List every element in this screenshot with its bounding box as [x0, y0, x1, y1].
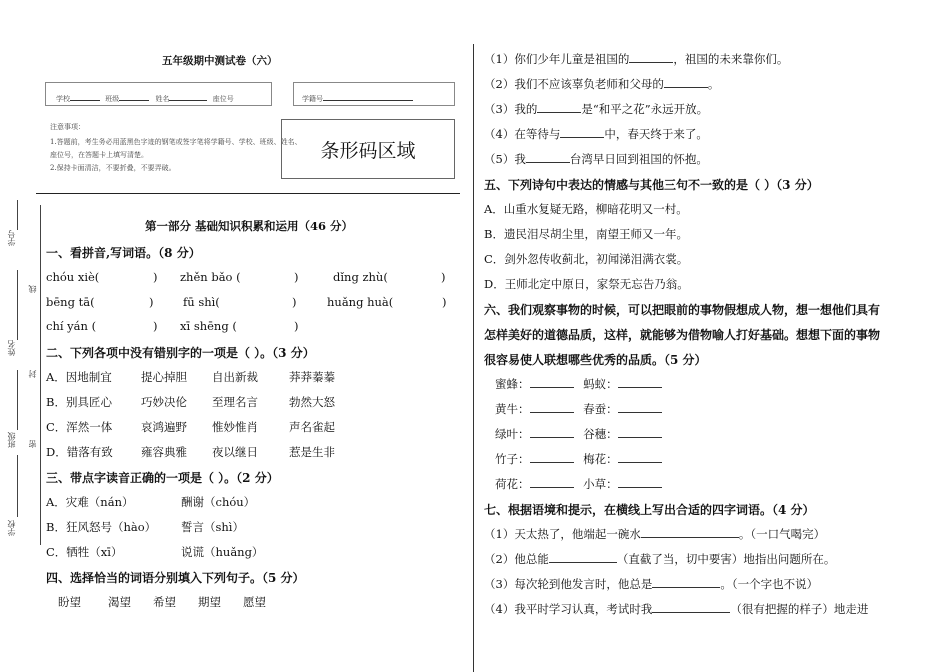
- q2-option-a-1: A．因地制宜: [46, 370, 112, 384]
- q7-blank-2[interactable]: [549, 552, 617, 563]
- q6-blank-bee[interactable]: [530, 377, 574, 388]
- q6-blank-lotus[interactable]: [530, 477, 574, 488]
- q2-option-d-4: 惹是生非: [289, 445, 335, 459]
- q1-r1-close1: ): [153, 270, 158, 284]
- q7-item-3-text: （3）每次轮到他发言时，他总是: [484, 577, 653, 591]
- q6-blank-grass[interactable]: [618, 477, 662, 488]
- q6-blank-ox[interactable]: [530, 402, 574, 413]
- exam-title: 五年级期中测试卷（六）: [162, 55, 278, 67]
- q7-item-4: [484, 601, 868, 617]
- q4-sentence-3-text: （3）我的: [484, 102, 538, 116]
- q1-r3-close2: ): [294, 319, 299, 333]
- pinyin-fushi: fū shì(: [183, 295, 220, 309]
- student-id-label: 学籍号: [302, 95, 323, 103]
- q4-sentence-2-tail: 。: [707, 77, 720, 91]
- q7-item-2-hint: （直截了当，切中要害）地指出问题所在。: [616, 552, 836, 566]
- q3-option-c-1: C．牺牲（xī）: [46, 545, 123, 559]
- margin-underline-class: [17, 370, 18, 430]
- part1-title: 第一部分 基础知识积累和运用（46 分）: [145, 219, 354, 233]
- q6-blank-ant[interactable]: [618, 377, 662, 388]
- q6-title-line-3: 很容易使人联想哪些优秀的品质。（5 分）: [484, 353, 707, 367]
- margin-cut-mark-line: 线: [28, 285, 37, 293]
- q4-sentence-1: [484, 51, 788, 67]
- q2-option-d-2: 雍容典雅: [141, 445, 187, 459]
- q4-sentence-1-tail: ，祖国的未来靠你们。: [673, 52, 789, 66]
- q4-sentence-5: [484, 151, 708, 167]
- q7-blank-3[interactable]: [652, 577, 720, 588]
- q3-option-c-2: 说谎（huǎng）: [181, 545, 264, 559]
- q1-r2-close1: ): [149, 295, 154, 309]
- q3-option-b-2: 誓言（shì）: [181, 520, 244, 534]
- barcode-area: [281, 119, 455, 179]
- q6-label-plum: 梅花：: [583, 452, 618, 466]
- margin-underline-name: [17, 270, 18, 340]
- q7-item-2-text: （2）他总能: [484, 552, 549, 566]
- q6-blank-silkworm[interactable]: [618, 402, 662, 413]
- q7-item-3-hint: 。（一个字也不说）: [720, 577, 819, 591]
- column-divider: [473, 44, 474, 672]
- q4-blank-1[interactable]: [629, 52, 673, 63]
- q6-blank-leaf[interactable]: [530, 427, 574, 438]
- q7-item-4-text: （4）我平时学习认真，考试时我: [484, 602, 653, 616]
- q6-label-leaf: 绿叶：: [495, 427, 530, 441]
- margin-label-class: 班级: [7, 432, 16, 448]
- q6-label-ant: 蚂蚁：: [583, 377, 618, 391]
- pinyin-zhenbao: zhěn bǎo (: [180, 270, 241, 284]
- field-class-label: 班级: [105, 95, 120, 103]
- note-line-2: 座位号，在答题卡上填写清楚。: [50, 151, 148, 159]
- q6-label-grass: 小草：: [583, 477, 618, 491]
- q1-row1: [46, 270, 99, 284]
- pinyin-chiyan: chí yán (: [46, 319, 97, 333]
- q1-r1-close3: ): [441, 270, 446, 284]
- pinyin-dingzhu: dǐng zhù(: [333, 270, 388, 284]
- q4-sentence-2-text: （2）我们不应该辜负老师和父母的: [484, 77, 664, 91]
- q6-label-bamboo: 竹子：: [495, 452, 530, 466]
- q3-option-a-2: 酬谢（chóu）: [181, 495, 256, 509]
- notes-title: 注意事项：: [50, 123, 85, 131]
- q4-word-4: 期望: [198, 595, 221, 609]
- q2-option-a-4: 莽莽蓁蓁: [289, 370, 335, 384]
- q4-sentence-3: [484, 101, 708, 117]
- field-class-line[interactable]: [119, 90, 149, 101]
- q2-option-c-1: C．浑然一体: [46, 420, 113, 434]
- note-line-1: 1.答题前，考生务必用蓝黑色字迹的钢笔或签字笔将学籍号、学校、班级、姓名、: [50, 138, 302, 146]
- q2-option-c-2: 哀鸿遍野: [141, 420, 187, 434]
- field-seat-label: 座位号: [212, 95, 234, 103]
- q4-sentence-4: [484, 126, 708, 142]
- q4-blank-4[interactable]: [560, 127, 604, 138]
- q1-r2-close3: ): [442, 295, 447, 309]
- margin-label-name: 姓名: [7, 340, 16, 356]
- q6-pair-2: [495, 401, 662, 417]
- q7-item-1-text: （1）天太热了，他端起一碗水: [484, 527, 641, 541]
- field-name-line[interactable]: [169, 90, 207, 101]
- q7-item-1-hint: 。（一口气喝完）: [738, 527, 826, 541]
- q2-option-b-1: B．别具匠心: [46, 395, 112, 409]
- q7-item-2: [484, 551, 835, 567]
- q5-option-a: A．山重水复疑无路，柳暗花明又一村。: [484, 202, 688, 216]
- q2-option-a-2: 提心掉胆: [141, 370, 187, 384]
- q6-title-line-2: 怎样美好的道德品质，这样，就能够为借物喻人打好基础。想想下面的事物: [484, 328, 881, 342]
- q5-option-c: C．剑外忽传收蓟北，初闻涕泪满衣裳。: [484, 252, 689, 266]
- q7-item-1: [484, 526, 825, 542]
- q4-sentence-1-text: （1）你们少年儿童是祖国的: [484, 52, 630, 66]
- q4-title: 四、选择恰当的词语分别填入下列句子。（5 分）: [46, 571, 305, 585]
- q2-option-b-4: 勃然大怒: [289, 395, 335, 409]
- student-id-line[interactable]: [323, 90, 413, 101]
- q6-title-line-1: 六、我们观察事物的时候，可以把眼前的事物假想成人物，想一想他们具有: [484, 303, 881, 317]
- margin-underline-school: [17, 455, 18, 517]
- header-divider: [36, 193, 460, 194]
- q6-label-grain: 谷穗：: [583, 427, 618, 441]
- q4-sentence-4-tail: 中，春天终于来了。: [604, 127, 708, 141]
- margin-label-school: 学校: [7, 520, 16, 536]
- q6-label-bee: 蜜蜂：: [495, 377, 530, 391]
- q2-option-d-3: 夜以继日: [212, 445, 258, 459]
- student-info-fields: [56, 90, 234, 104]
- q4-word-3: 希望: [153, 595, 176, 609]
- pinyin-chouxie: chóu xiè(: [46, 270, 100, 284]
- q7-blank-1[interactable]: [641, 527, 739, 538]
- q4-blank-2[interactable]: [664, 77, 708, 88]
- note-line-3: 2.保持卡面清洁，不要折叠，不要弄破。: [50, 164, 176, 172]
- margin-label-id: 学号: [7, 230, 16, 246]
- q1-r1-close2: ): [294, 270, 299, 284]
- pinyin-huanghua: huǎng huà(: [327, 295, 394, 309]
- q4-sentence-2: [484, 76, 719, 92]
- q6-pair-4: [495, 451, 662, 467]
- barcode-label: 条形码区域: [320, 140, 416, 162]
- q6-label-silkworm: 春蚕：: [583, 402, 618, 416]
- q2-option-b-2: 巧妙决伦: [141, 395, 187, 409]
- q4-blank-3[interactable]: [537, 102, 581, 113]
- pinyin-xisheng: xī shēng (: [180, 319, 237, 333]
- q3-option-a-1: A．灾难（nán）: [46, 495, 134, 509]
- margin-underline-id: [17, 200, 18, 230]
- q4-word-2: 渴望: [108, 595, 131, 609]
- q5-option-b: B．遗民泪尽胡尘里，南望王师又一年。: [484, 227, 688, 241]
- q4-sentence-4-text: （4）在等待与: [484, 127, 561, 141]
- q6-pair-5: [495, 476, 662, 492]
- q4-word-5: 愿望: [243, 595, 266, 609]
- q4-sentence-5-text: （5）我: [484, 152, 526, 166]
- q2-title: 二、下列各项中没有错别字的一项是（ ）。（3 分）: [46, 346, 315, 360]
- q6-label-ox: 黄牛：: [495, 402, 530, 416]
- margin-cut-mark-secret: 密: [28, 440, 37, 448]
- q2-option-d-1: D．错落有致: [46, 445, 113, 459]
- q1-title: 一、看拼音,写词语。（8 分）: [46, 246, 201, 260]
- q2-option-c-4: 声名雀起: [289, 420, 335, 434]
- q3-title: 三、带点字读音正确的一项是（ ）。（2 分）: [46, 471, 279, 485]
- q4-sentence-5-tail: 台湾早日回到祖国的怀抱。: [569, 152, 708, 166]
- q7-item-4-hint: （很有把握的样子）地走进: [730, 602, 869, 616]
- q1-r3-close1: ): [153, 319, 158, 333]
- q7-item-3: [484, 576, 818, 592]
- q4-sentence-3-tail: 是“和平之花”永远开放。: [581, 102, 709, 116]
- q5-option-d: D．王师北定中原日，家祭无忘告乃翁。: [484, 277, 689, 291]
- q2-option-b-3: 至理名言: [212, 395, 258, 409]
- q6-pair-3: [495, 426, 662, 442]
- pinyin-bengta: bēng tā(: [46, 295, 95, 309]
- q5-title: 五、下列诗句中表达的情感与其他三句不一致的是（ ）（3 分）: [484, 178, 819, 192]
- field-name-label: 姓名: [155, 95, 170, 103]
- q3-option-b-1: B．狂风怒号（hào）: [46, 520, 157, 534]
- q1-r2-close2: ): [292, 295, 297, 309]
- q6-label-lotus: 荷花：: [495, 477, 530, 491]
- q7-title: 七、根据语境和提示，在横线上写出合适的四字词语。（4 分）: [484, 503, 815, 517]
- q7-blank-4[interactable]: [652, 602, 730, 613]
- q4-word-1: 盼望: [58, 595, 81, 609]
- field-school-line[interactable]: [70, 90, 100, 101]
- q6-pair-1: [495, 376, 662, 392]
- margin-cut-mark-seal: 封: [28, 370, 37, 378]
- q6-blank-grain[interactable]: [618, 427, 662, 438]
- q6-blank-plum[interactable]: [618, 452, 662, 463]
- margin-cut-line: [40, 205, 41, 545]
- q6-blank-bamboo[interactable]: [530, 452, 574, 463]
- q2-option-a-3: 自出新裁: [212, 370, 258, 384]
- student-id-field: [302, 90, 413, 104]
- field-school-label: 学校: [56, 95, 70, 103]
- q4-blank-5[interactable]: [526, 152, 570, 163]
- q2-option-c-3: 惟妙惟肖: [212, 420, 258, 434]
